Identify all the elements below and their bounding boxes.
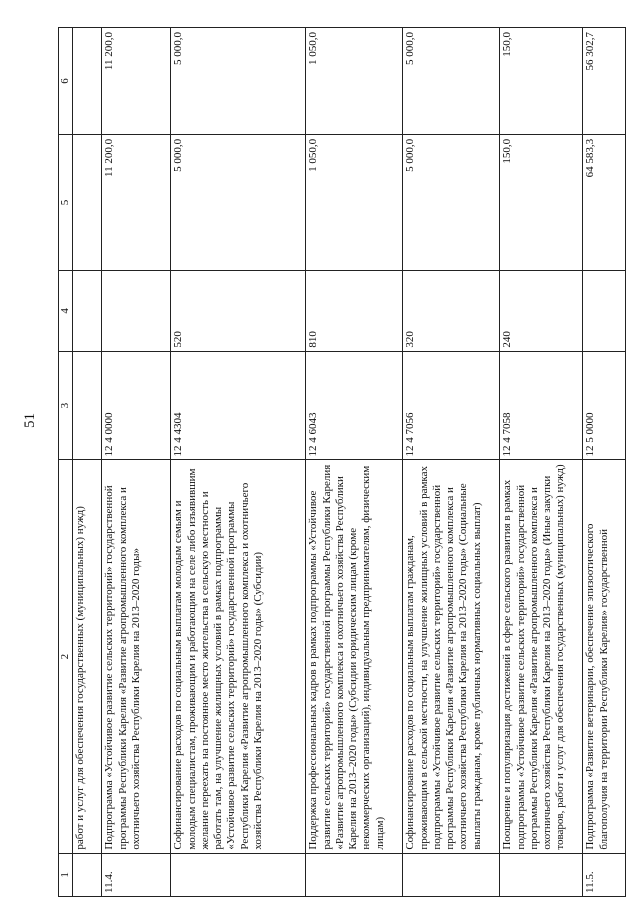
page-number: 51 (22, 413, 38, 428)
column-header-3: 3 (59, 351, 73, 460)
row-amount-5: 5 000,0 (403, 134, 500, 270)
row-code (73, 351, 102, 460)
row-amount-6: 150,0 (500, 28, 583, 135)
row-amount-6: 1 050,0 (306, 28, 403, 135)
table-row (500, 28, 583, 897)
row-number (500, 853, 583, 896)
column-header-4: 4 (59, 270, 73, 351)
row-number (306, 853, 403, 896)
table-row (73, 28, 102, 897)
row-number (403, 853, 500, 896)
row-name: Поддержка профессиональных кадров в рамках подпрограммы «Устойчивое развитие сельских территорий» государственной программы Республики Карелия «Развитие агропромышленного комплекса и охотничьего хозяйства Республики Карелия на 2013–2020 годы» (Субсидии юридическим лицам (кроме некоммерческих организаций), индивидуальным предпринимателям, физическим лицам) (306, 460, 403, 853)
table-row (583, 28, 626, 897)
row-amount-5: 11 200,0 (102, 134, 171, 270)
row-amount-5: 64 583,3 (583, 134, 626, 270)
row-expense-type (583, 270, 626, 351)
row-code: 12 4 0000 (102, 351, 171, 460)
row-code: 12 4 6043 (306, 351, 403, 460)
row-expense-type: 320 (403, 270, 500, 351)
row-code: 12 4 4304 (171, 351, 306, 460)
row-name: Подпрограмма «Устойчивое развитие сельских территорий» государственной программы Республики Карелия «Развитие агропромышленного комплекса и охотничьего хозяйства Республики Карелия на 2013–2020 годы» (102, 460, 171, 853)
row-name: Софинансирование расходов по социальным выплатам молодым семьям и молодым специалистам, проживающим и работающим на селе либо изъявившим желание переехать на постоянное место жительства в сельскую местность и работать там, на улучшение жилищных условий в рамках подпрограммы «Устойчивое развитие сельских территорий» государственной программы Республики Карелия «Развитие агропромышленного комплекса и охотничьего хозяйства Республики Карелия на 2013–2020 годы» (Субсидии) (171, 460, 306, 853)
row-amount-6: 5 000,0 (171, 28, 306, 135)
row-expense-type (102, 270, 171, 351)
row-name: Софинансирование расходов по социальным выплатам гражданам, проживающим в сельской местности, на улучшение жилищных условий в рамках подпрограммы «Устойчивое развитие сельских территорий» государственной программы Республики Карелия «Развитие агропромышленного комплекса и охотничьего хозяйства Республики Карелия на 2013–2020 годы» (Социальные выплаты гражданам, кроме публичных нормативных социальных выплат) (403, 460, 500, 853)
row-amount-5: 5 000,0 (171, 134, 306, 270)
row-code: 12 4 7058 (500, 351, 583, 460)
row-expense-type: 810 (306, 270, 403, 351)
row-amount-5 (73, 134, 102, 270)
row-expense-type (73, 270, 102, 351)
row-amount-5: 1 050,0 (306, 134, 403, 270)
row-amount-6: 5 000,0 (403, 28, 500, 135)
column-header-5: 5 (59, 134, 73, 270)
row-number (171, 853, 306, 896)
row-name: Подпрограмма «Развитие ветеринарии, обеспечение эпизоотического благополучия на территории Республики Карелия» государственной (583, 460, 626, 853)
row-amount-6: 56 302,7 (583, 28, 626, 135)
row-amount-6: 11 200,0 (102, 28, 171, 135)
row-number: 11.4. (102, 853, 171, 896)
budget-table (58, 27, 626, 897)
row-name: работ и услуг для обеспечения государственных (муниципальных) нужд) (73, 460, 102, 853)
table-row (306, 28, 403, 897)
row-code: 12 4 7056 (403, 351, 500, 460)
column-header-6: 6 (59, 28, 73, 135)
row-expense-type: 240 (500, 270, 583, 351)
row-amount-6 (73, 28, 102, 135)
row-amount-5: 150,0 (500, 134, 583, 270)
row-expense-type: 520 (171, 270, 306, 351)
table-row (403, 28, 500, 897)
table-header-row (59, 28, 73, 897)
column-header-2: 2 (59, 460, 73, 853)
row-name: Поощрение и популяризация достижений в сфере сельского развития в рамках подпрограммы «Устойчивое развитие сельских территорий» государственной программы Республики Карелия «Развитие агропромышленного комплекса и охотничьего хозяйства Республики Карелия на 2013–2020 годы» (Иные закупки товаров, работ и услуг для обеспечения государственных (муниципальных) нужд) (500, 460, 583, 853)
column-header-1: 1 (59, 853, 73, 896)
row-number (73, 853, 102, 896)
row-code: 12 5 0000 (583, 351, 626, 460)
table-row (171, 28, 306, 897)
budget-table-frame (58, 27, 610, 897)
table-row (102, 28, 171, 897)
row-number: 11.5. (583, 853, 626, 896)
